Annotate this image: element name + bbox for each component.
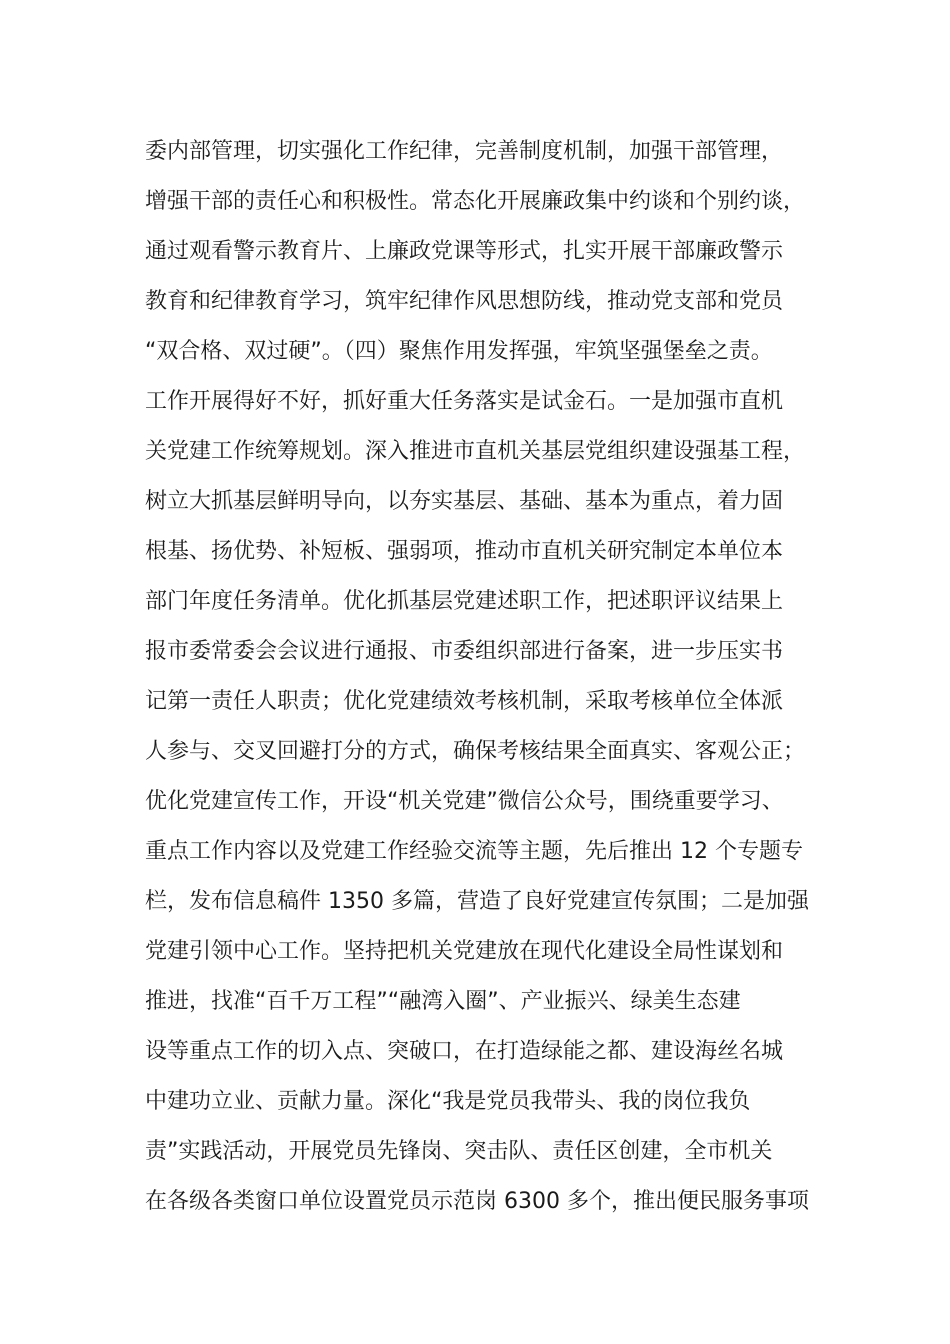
text-line: 部门年度任务清单。优化抓基层党建述职工作，把述职评议结果上 <box>145 589 784 614</box>
text-line: 关党建工作统筹规划。深入推进市直机关基层党组织建设强基工程， <box>145 439 806 464</box>
body-text <box>145 127 835 1227</box>
text-line: 根基、扬优势、补短板、强弱项，推动市直机关研究制定本单位本 <box>145 539 784 564</box>
text-line: 人参与、交叉回避打分的方式，确保考核结果全面真实、客观公正； <box>145 739 806 764</box>
text-line: 报市委常委会会议进行通报、市委组织部进行备案，进一步压实书 <box>145 639 784 664</box>
text-line: 记第一责任人职责；优化党建绩效考核机制，采取考核单位全体派 <box>145 689 784 714</box>
text-line: 通过观看警示教育片、上廉政党课等形式，扎实开展干部廉政警示 <box>145 239 784 264</box>
text-line: 推进，找准“百千万工程”“融湾入圈”、产业振兴、绿美生态建 <box>145 989 741 1014</box>
text-line: 优化党建宣传工作，开设“机关党建”微信公众号，围绕重要学习、 <box>145 789 784 814</box>
text-line: 栏，发布信息稿件 1350 多篇，营造了良好党建宣传氛围；二是加强 <box>145 889 809 914</box>
text-line: 教育和纪律教育学习，筑牢纪律作风思想防线，推动党支部和党员 <box>145 289 784 314</box>
text-line: 委内部管理，切实强化工作纪律，完善制度机制，加强干部管理， <box>145 139 784 164</box>
text-line: 责”实践活动，开展党员先锋岗、突击队、责任区创建，全市机关 <box>145 1139 773 1164</box>
text-line: 中建功立业、贡献力量。深化“我是党员我带头、我的岗位我负 <box>145 1089 751 1114</box>
text-line: 工作开展得好不好，抓好重大任务落实是试金石。一是加强市直机 <box>145 389 784 414</box>
text-line: 设等重点工作的切入点、突破口，在打造绿能之都、建设海丝名城 <box>145 1039 784 1064</box>
text-line: 重点工作内容以及党建工作经验交流等主题，先后推出 12 个专题专 <box>145 839 803 864</box>
text-line: “双合格、双过硬”。（四）聚焦作用发挥强，牢筑坚强堡垒之责。 <box>145 339 773 364</box>
text-line: 党建引领中心工作。坚持把机关党建放在现代化建设全局性谋划和 <box>145 939 784 964</box>
text-line: 在各级各类窗口单位设置党员示范岗 6300 多个，推出便民服务事项 <box>145 1189 809 1214</box>
text-line: 增强干部的责任心和积极性。常态化开展廉政集中约谈和个别约谈， <box>145 189 806 214</box>
text-line: 树立大抓基层鲜明导向，以夯实基层、基础、基本为重点，着力固 <box>145 489 784 514</box>
